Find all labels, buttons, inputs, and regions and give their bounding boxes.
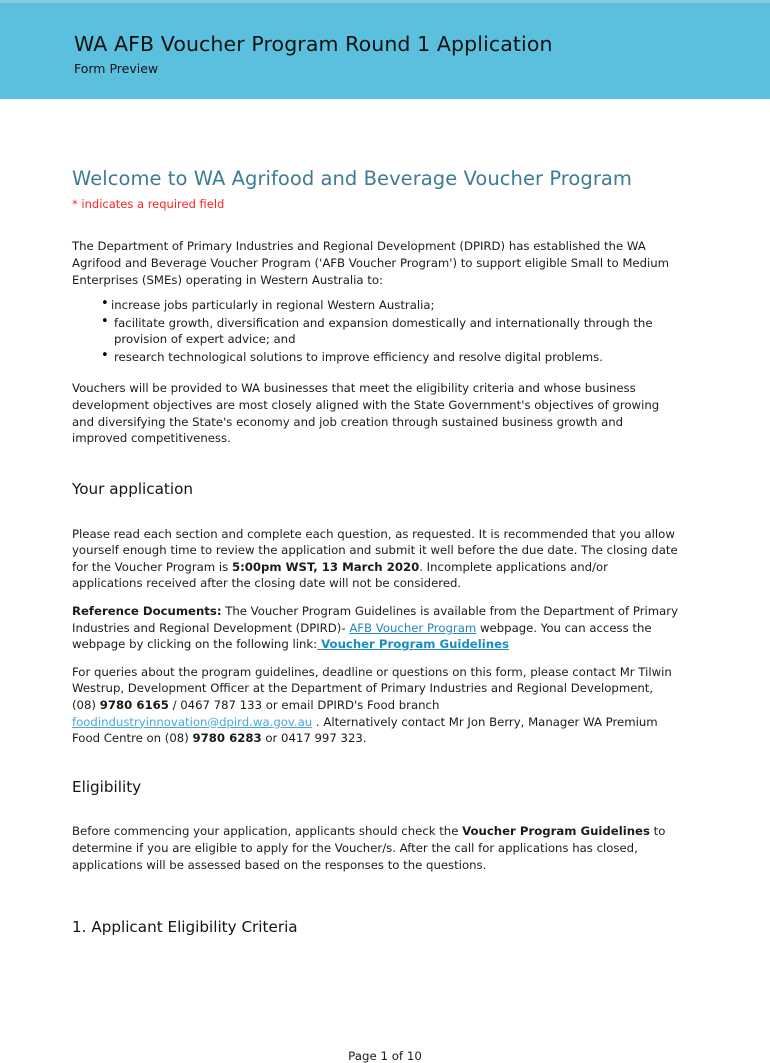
voucher-program-guidelines-link[interactable]: Voucher Program Guidelines [317, 637, 509, 652]
contact-text-4: or 0417 997 323. [261, 731, 367, 746]
page-footer: Page 1 of 10 [348, 1049, 422, 1063]
list-item-text: facilitate growth, diversification and expansion domestically and internationally through the provision of expert advice; and [114, 315, 653, 347]
read-instructions-paragraph [72, 526, 678, 592]
list-item-text: research technological solutions to improve efficiency and resolve digital problems. [114, 349, 603, 364]
content-column [72, 99, 678, 938]
closing-date-value: 5:00pm WST, 13 March 2020 [231, 559, 420, 574]
page-subtitle: Form Preview [74, 61, 159, 76]
eligibility-paragraph [72, 823, 678, 873]
contact-text-3: . Alternatively contact Mr Jon Berry, Manager WA Premium Food Centre on (08) [72, 714, 658, 746]
reference-documents-label: Reference Documents: [72, 603, 222, 618]
afb-voucher-program-link[interactable]: AFB Voucher Program [349, 620, 477, 635]
vouchers-paragraph: Vouchers will be provided to WA businesses that meet the eligibility criteria and whose business development objectives are most closely aligned with the State Government's objectives of growing and diversifying the State's economy and job creation through sustained business growth and improved competitiveness. [72, 381, 660, 446]
read-instructions-text-1: Please read each section and complete each question, as requested. It is recommended that you allow yourself enough time to review the application and submit it well before the due date. The closing date for the Voucher Program is [72, 526, 678, 574]
list-item [101, 315, 678, 348]
section-heading-eligibility: Eligibility [72, 777, 142, 796]
document-page [0, 99, 770, 1063]
objectives-list [72, 297, 678, 365]
page-title: WA AFB Voucher Program Round 1 Application [74, 32, 553, 56]
required-field-note: * indicates a required field [72, 197, 225, 212]
contact-paragraph [72, 664, 678, 747]
contact-phone-secondary: 9780 6283 [192, 731, 262, 746]
contact-text-2: / 0467 787 133 or email DPIRD's Food branch [168, 697, 440, 712]
reference-documents-paragraph [72, 603, 678, 653]
intro-paragraph: The Department of Primary Industries and Regional Development (DPIRD) has established the WA Agrifood and Beverage Voucher Program ('AFB Voucher Program') to support eligible Small to Medium Enterprises (SMEs) operating in Western Australia to: [72, 239, 670, 287]
eligibility-text-2: to determine if you are eligible to apply for the Voucher/s. After the call for applications has closed, applications will be assessed based on the responses to the questions. [72, 824, 666, 872]
eligibility-text-1: Before commencing your application, applicants should check the [72, 824, 463, 839]
welcome-heading: Welcome to WA Agrifood and Beverage Voucher Program [72, 167, 632, 190]
contact-text-1: For queries about the program guidelines, deadline or questions on this form, please contact Mr Tilwin Westrup, Development Officer at the Department of Primary Industries and Regional Development, (08) [72, 664, 672, 712]
page-header-band [0, 0, 770, 99]
contact-phone-primary: 9780 6165 [99, 697, 169, 712]
section-heading-your-application: Your application [72, 479, 194, 498]
food-industry-innovation-email-link[interactable]: foodindustryinnovation@dpird.wa.gov.au [72, 714, 313, 729]
section-heading-applicant-eligibility-criteria: 1. Applicant Eligibility Criteria [72, 918, 298, 937]
reference-text-2: webpage. You can access the webpage by clicking on the following link: [72, 620, 652, 652]
read-instructions-text-2: . Incomplete applications and/or applications received after the closing date will not be considered. [72, 559, 608, 591]
eligibility-guidelines-emphasis: Voucher Program Guidelines [462, 824, 650, 839]
list-item-text: increase jobs particularly in regional Western Australia; [111, 298, 435, 313]
list-item [101, 349, 678, 366]
list-item [101, 297, 678, 314]
reference-text-1: The Voucher Program Guidelines is available from the Department of Primary Industries and Regional Development (DPIRD)- [72, 603, 679, 635]
